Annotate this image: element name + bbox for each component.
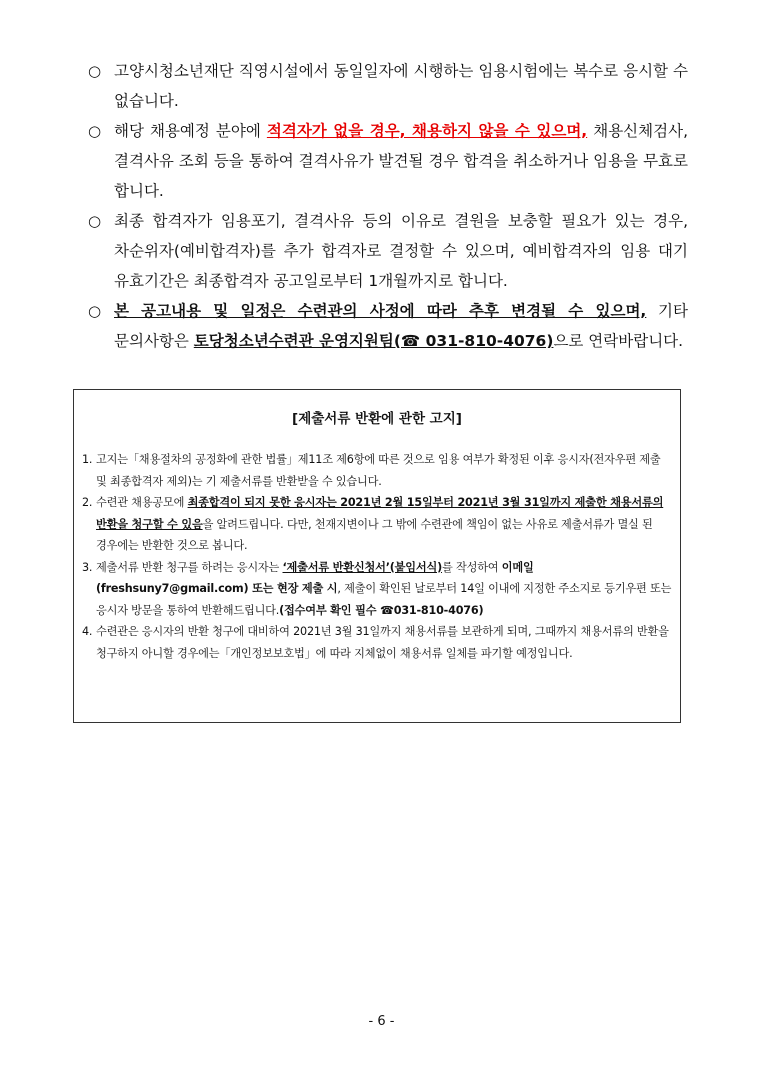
bullet-item bbox=[88, 116, 688, 206]
list-item bbox=[82, 557, 672, 622]
bullet-text: 으로 연락바랍니다. bbox=[553, 332, 684, 350]
item-number: 4. bbox=[82, 625, 93, 638]
page-number: - 6 - bbox=[368, 1014, 395, 1029]
bullet-item bbox=[88, 56, 688, 116]
item-number: 3. bbox=[82, 560, 93, 574]
bullet-text: 기타 문의사항은 bbox=[114, 302, 689, 350]
bullet-item bbox=[88, 206, 688, 296]
item-number: 1. bbox=[82, 453, 93, 466]
circle-bullet-icon: ○ bbox=[88, 212, 102, 230]
bullet-text: 고양시청소년재단 직영시설에서 동일일자에 시행하는 임용시험에는 복수로 응시할 수 없습니다. bbox=[114, 62, 688, 110]
circle-bullet-icon: ○ bbox=[88, 122, 102, 140]
warning-text: 적격자가 없을 경우, 채용하지 않을 수 있으며, bbox=[266, 122, 588, 140]
bullet-text: 해당 채용예정 분야에 bbox=[114, 122, 267, 140]
circle-bullet-icon: ○ bbox=[88, 302, 102, 320]
notice-list bbox=[82, 449, 672, 664]
contact-text: (접수여부 확인 필수 ☎031-810-4076) bbox=[279, 603, 484, 617]
list-item bbox=[82, 492, 672, 557]
list-item bbox=[82, 621, 672, 664]
item-text: 를 작성하여 bbox=[442, 560, 502, 574]
bullet-list bbox=[88, 56, 688, 356]
emphasis-text: 본 공고내용 및 일정은 수련관의 사정에 따라 추후 변경될 수 있으며, bbox=[114, 302, 647, 320]
email-text: 이메일(freshsuny7@gmail.com) 또는 현장 제출 시 bbox=[96, 560, 534, 595]
bullet-text: 최종 합격자가 임용포기, 결격사유 등의 이유로 결원을 보충할 필요가 있는 경우, 차순위자(예비합격자)를 추가 합격자로 결정할 수 있으며, 예비합격자의 임용 대기 유효기간은 최종합격자 공고일로부터 1개월까지로 합니다. bbox=[114, 212, 688, 290]
bullet-text: 채용신체검사, 결격사유 조회 등을 통하여 결격사유가 발견될 경우 합격을 취소하거나 임용을 무효로 합니다. bbox=[114, 122, 689, 200]
form-name-text: ‘제출서류 반환신청서’(붙임서식) bbox=[282, 560, 443, 574]
item-number: 2. bbox=[82, 496, 93, 509]
circle-bullet-icon: ○ bbox=[88, 62, 102, 80]
item-text: 수련관 채용공모에 bbox=[96, 496, 188, 509]
item-text: 을 알려드립니다. 다만, 천재지변이나 그 밖에 수련관에 책임이 없는 사유로 제출서류가 멸실 된 경우에는 반환한 것으로 봅니다. bbox=[96, 517, 653, 552]
item-text: 수련관은 응시자의 반환 청구에 대비하여 2021년 3월 31일까지 채용서류를 보관하게 되며, 그때까지 채용서류의 반환을 청구하지 아니할 경우에는「개인정보보호법」에 따라 지체없이 채용서류 일체를 파기할 예정입니다. bbox=[96, 625, 669, 660]
bullet-item bbox=[88, 296, 688, 356]
emphasis-text: 최종합격이 되지 못한 응시자는 2021년 2월 15일부터 2021년 3월 31일까지 제출한 채용서류의 반환을 청구할 수 있음 bbox=[96, 496, 664, 531]
notice-box bbox=[73, 389, 681, 723]
notice-title: [제출서류 반환에 관한 고지] bbox=[292, 411, 462, 427]
item-text: 고지는「채용절차의 공정화에 관한 법률」제11조 제6항에 따른 것으로 임용 여부가 확정된 이후 응시자(전자우편 제출 및 최종합격자 제외)는 기 제출서류를 반환받을 수 있습니다. bbox=[96, 453, 661, 488]
item-text: , 제출이 확인된 날로부터 14일 이내에 지정한 주소지로 등기우편 또는 응시자 방문을 통하여 반환해드립니다. bbox=[96, 582, 672, 617]
list-item bbox=[82, 449, 672, 492]
item-text: 제출서류 반환 청구를 하려는 응시자는 bbox=[96, 560, 283, 574]
contact-text: 토당청소년수련관 운영지원팀(☎ 031-810-4076) bbox=[193, 332, 554, 350]
